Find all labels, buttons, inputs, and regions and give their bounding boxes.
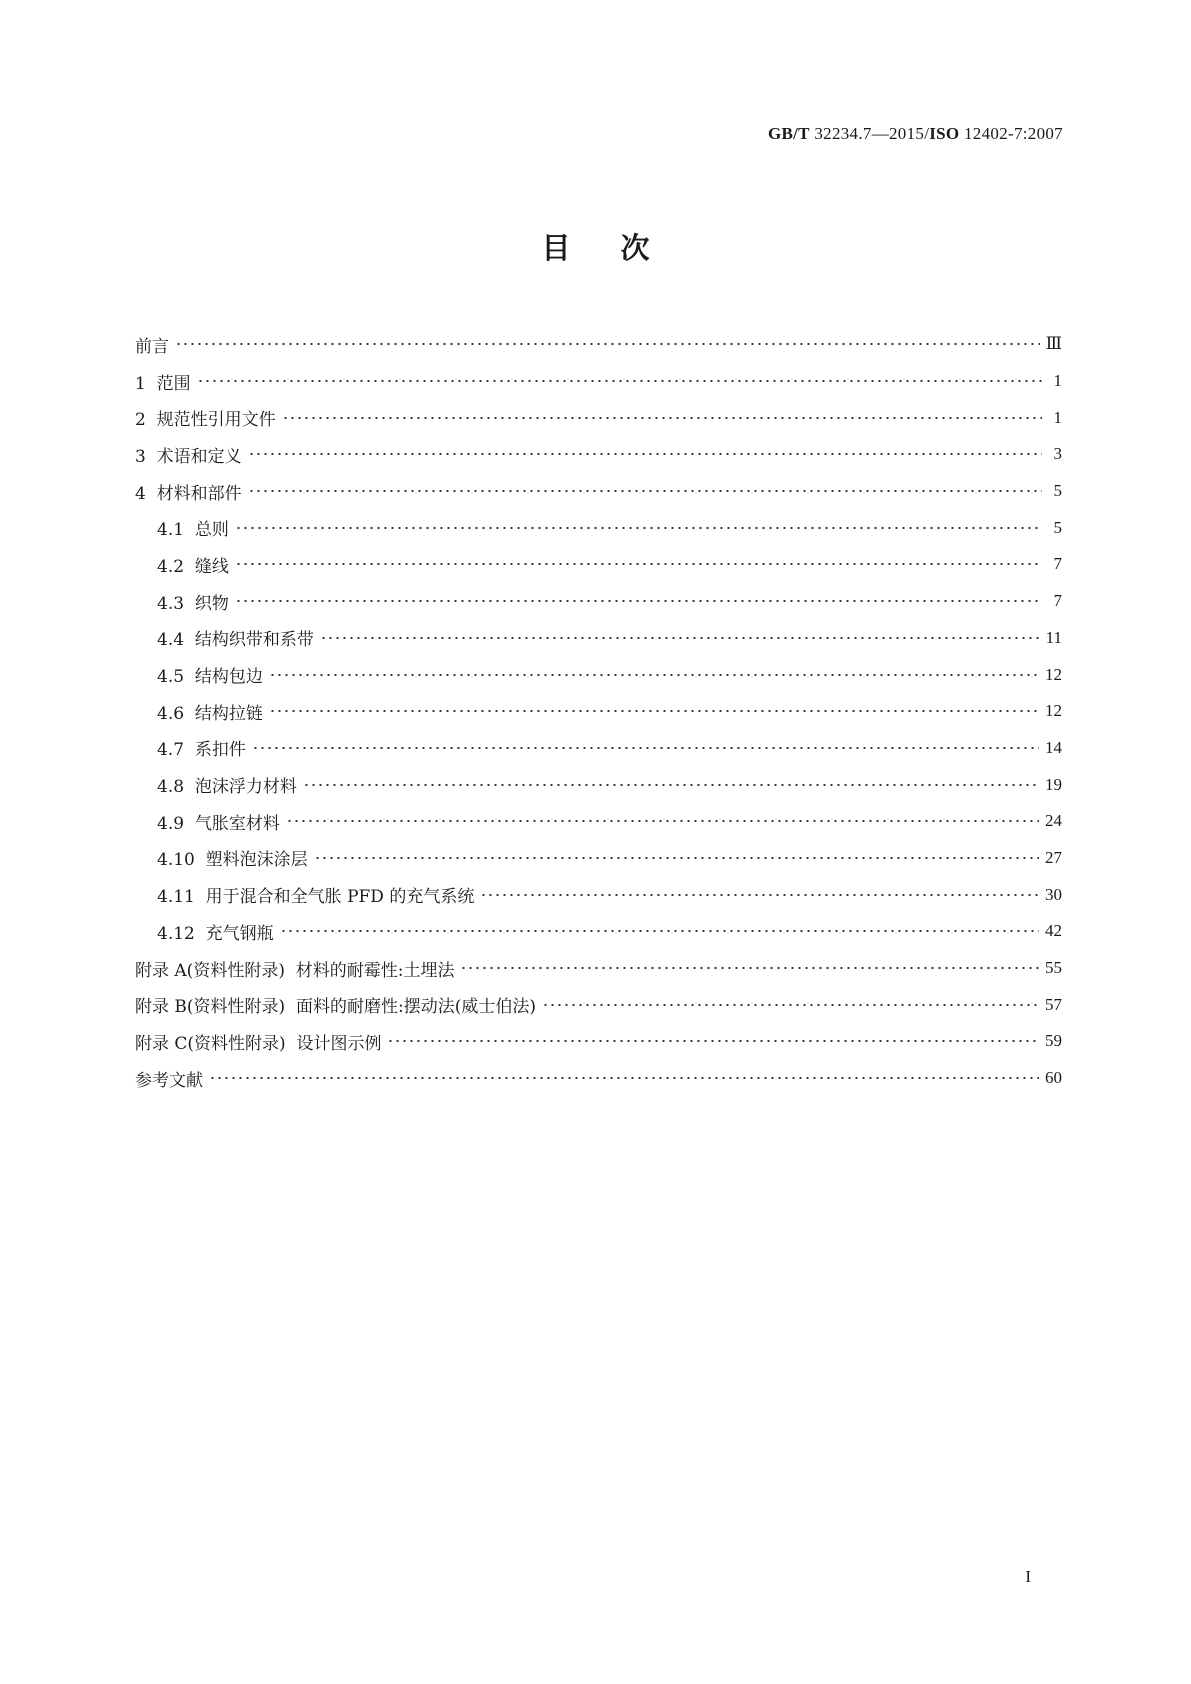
toc-entry[interactable] — [135, 693, 1062, 730]
dot-leader — [269, 710, 1039, 712]
dot-leader — [248, 490, 1042, 492]
dot-leader — [320, 637, 1040, 639]
page-number: I — [1025, 1567, 1031, 1586]
iso-number: 12402-7:2007 — [959, 124, 1063, 143]
toc-entry-page: 1 — [1048, 408, 1062, 428]
toc-entry-label: 4.7 系扣件 — [135, 735, 252, 760]
toc-entry-label: 附录 B(资料性附录) 面料的耐磨性:摆动法(威士伯法) — [135, 992, 542, 1017]
dot-leader — [269, 674, 1039, 676]
toc-entry-label: 前言 — [135, 332, 175, 357]
dot-leader — [280, 930, 1039, 932]
dot-leader — [303, 784, 1039, 786]
dot-leader — [282, 417, 1042, 419]
toc-entry[interactable] — [135, 436, 1062, 473]
toc-entry[interactable] — [135, 1023, 1062, 1060]
table-of-contents — [135, 326, 1062, 1096]
toc-entry[interactable] — [135, 876, 1062, 913]
toc-entry-label: 4.5 结构包边 — [135, 662, 269, 687]
toc-entry[interactable] — [135, 986, 1062, 1023]
toc-entry[interactable] — [135, 326, 1062, 363]
toc-entry[interactable] — [135, 363, 1062, 400]
toc-entry[interactable] — [135, 399, 1062, 436]
toc-entry[interactable] — [135, 620, 1062, 657]
toc-entry-page: 55 — [1045, 958, 1062, 978]
toc-entry-label: 1 范围 — [135, 369, 197, 394]
toc-entry-label: 4.2 缝线 — [135, 552, 235, 577]
toc-entry-page: 14 — [1045, 737, 1062, 757]
iso-prefix: ISO — [929, 124, 960, 143]
toc-entry-label: 4.6 结构拉链 — [135, 699, 269, 724]
toc-entry[interactable] — [135, 766, 1062, 803]
toc-entry[interactable] — [135, 730, 1062, 767]
toc-entry-page: 60 — [1045, 1068, 1062, 1088]
dot-leader — [387, 1040, 1039, 1042]
toc-entry-page: 24 — [1045, 811, 1062, 831]
dot-leader — [286, 820, 1039, 822]
toc-entry[interactable] — [135, 509, 1062, 546]
dot-leader — [235, 563, 1042, 565]
toc-entry[interactable] — [135, 1060, 1062, 1097]
toc-entry[interactable] — [135, 950, 1062, 987]
dot-leader — [197, 380, 1042, 382]
dot-leader — [460, 967, 1039, 969]
toc-entry-label: 4 材料和部件 — [135, 479, 248, 504]
standard-number: 32234.7—2015/ — [809, 124, 930, 143]
toc-entry[interactable] — [135, 473, 1062, 510]
toc-entry-label: 4.9 气胀室材料 — [135, 809, 286, 834]
toc-entry[interactable] — [135, 840, 1062, 877]
toc-entry-page: 11 — [1045, 627, 1062, 647]
toc-entry-label: 附录 C(资料性附录) 设计图示例 — [135, 1029, 387, 1054]
toc-entry-label: 4.12 充气钢瓶 — [135, 919, 280, 944]
toc-entry-page: 59 — [1045, 1031, 1062, 1051]
dot-leader — [480, 894, 1039, 896]
dot-leader — [175, 343, 1040, 345]
toc-entry-page: 7 — [1048, 554, 1062, 574]
toc-entry-page: 5 — [1048, 481, 1062, 501]
dot-leader — [252, 747, 1039, 749]
dot-leader — [542, 1004, 1039, 1006]
toc-entry-page: 1 — [1048, 371, 1062, 391]
toc-entry-label: 4.11 用于混合和全气胀 PFD 的充气系统 — [135, 882, 480, 907]
toc-entry-page: 27 — [1045, 847, 1062, 867]
toc-entry-label: 3 术语和定义 — [135, 442, 248, 467]
dot-leader — [235, 600, 1042, 602]
toc-entry-page: 12 — [1045, 664, 1062, 684]
toc-entry-page: 30 — [1045, 884, 1062, 904]
toc-entry[interactable] — [135, 656, 1062, 693]
toc-entry-label: 4.3 织物 — [135, 589, 235, 614]
dot-leader — [209, 1077, 1039, 1079]
toc-entry-label: 4.4 结构织带和系带 — [135, 625, 320, 650]
toc-entry-page: 19 — [1045, 774, 1062, 794]
dot-leader — [314, 857, 1039, 859]
toc-entry-label: 附录 A(资料性附录) 材料的耐霉性:土埋法 — [135, 956, 460, 981]
toc-entry-page: 12 — [1045, 701, 1062, 721]
toc-entry-label: 4.10 塑料泡沫涂层 — [135, 845, 314, 870]
toc-entry-page: 5 — [1048, 518, 1062, 538]
gbt-prefix: GB/T — [767, 124, 810, 143]
toc-entry[interactable] — [135, 583, 1062, 620]
dot-leader — [248, 453, 1042, 455]
toc-entry[interactable] — [135, 546, 1062, 583]
toc-entry-page: 3 — [1048, 444, 1062, 464]
toc-entry[interactable] — [135, 803, 1062, 840]
toc-entry-label: 4.1 总则 — [135, 515, 235, 540]
toc-entry-page: 7 — [1048, 591, 1062, 611]
toc-entry-label: 2 规范性引用文件 — [135, 405, 282, 430]
dot-leader — [235, 527, 1042, 529]
toc-entry-label: 4.8 泡沫浮力材料 — [135, 772, 303, 797]
toc-entry[interactable] — [135, 913, 1062, 950]
standard-code — [768, 124, 1063, 144]
page-title: 目次 — [541, 231, 700, 265]
toc-entry-label: 参考文献 — [135, 1066, 209, 1091]
toc-entry-page: Ⅲ — [1045, 334, 1062, 354]
toc-entry-page: 57 — [1045, 994, 1062, 1014]
toc-entry-page: 42 — [1045, 921, 1062, 941]
